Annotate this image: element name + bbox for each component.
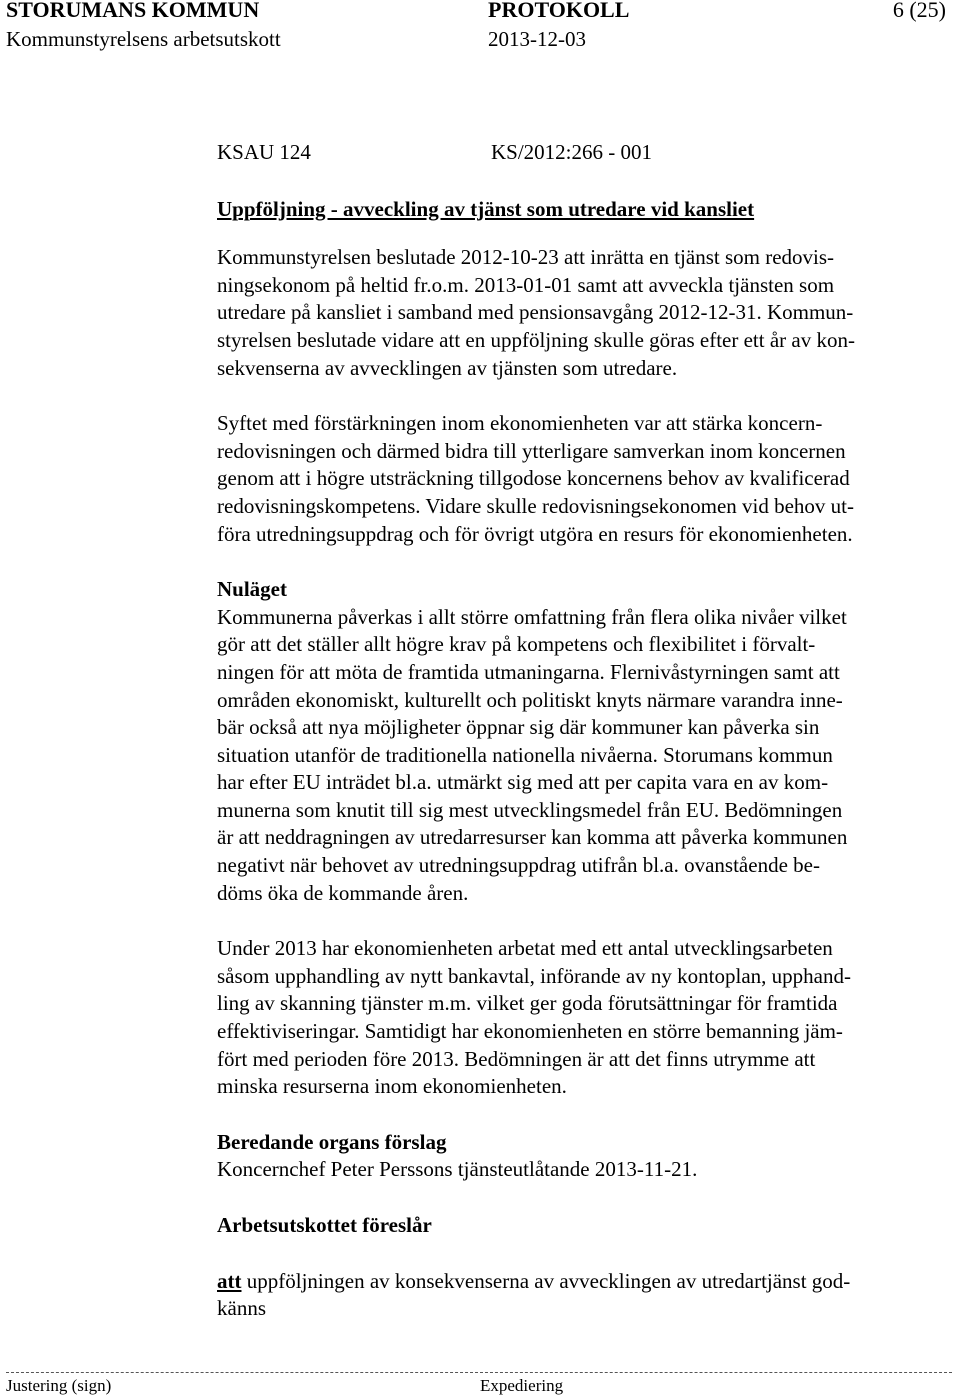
text-line: utredare på kansliet i samband med pensionsavgång 2012-12-31. Kommun-	[217, 300, 854, 325]
paragraph-4	[217, 935, 945, 1101]
text-line: genom att i högre utsträckning tillgodose koncernens behov av kvalificerad	[217, 466, 850, 491]
text-line: fört med perioden före 2013. Bedömningen är att det finns utrymme att	[217, 1046, 816, 1071]
text-line: redovisningskompetens. Vidare skulle redovisningsekonomen vid behov ut-	[217, 493, 855, 518]
section-title: Uppföljning - avveckling av tjänst som utredare vid kansliet	[217, 196, 755, 221]
paragraph-3	[217, 604, 945, 908]
footer-justering: Justering (sign)	[6, 1376, 112, 1395]
text-line: effektiviseringar. Samtidigt har ekonomienheten en större bemanning jäm-	[217, 1019, 843, 1044]
proposal	[217, 1268, 945, 1323]
text-line: uppföljningen av konsekvenserna av avvecklingen av utredartjänst god-	[241, 1268, 851, 1293]
page-header-top	[6, 0, 946, 25]
paragraph-2	[217, 410, 945, 548]
text-line: redovisningen och därmed bidra till ytterligare samverkan inom koncernen	[217, 438, 846, 463]
paragraph-1	[217, 244, 945, 382]
text-line: styrelsen beslutade vidare att en uppföljning skulle göras efter ett år av kon-	[217, 327, 855, 352]
text-line: Kommunerna påverkas i allt större omfattning från flera olika nivåer vilket	[217, 604, 847, 629]
text-line: situation utanför de traditionella nationella nivåerna. Storumans kommun	[217, 742, 833, 767]
text-line: ningen för att möta de framtida utmaningarna. Flernivåstyrningen samt att	[217, 659, 840, 684]
text-line: gör att det ställer allt högre krav på kompetens och flexibilitet i förvalt-	[217, 632, 816, 657]
text-line: Kommunstyrelsen beslutade 2012-10-23 att inrätta en tjänst som redovis-	[217, 245, 835, 270]
case-id: KSAU 124	[217, 140, 311, 164]
proposal-att: att	[217, 1268, 242, 1293]
text-line: munerna som knutit till sig mest utvecklingsmedel från EU. Bedömningen	[217, 797, 843, 822]
arbetsutskottet-heading: Arbetsutskottet föreslår	[217, 1213, 432, 1237]
text-line: områden ekonomiskt, kulturellt och politiskt knyts närmare varandra inne-	[217, 687, 843, 712]
text-line: ningsekonom på heltid fr.o.m. 2013-01-01 samt att avveckla tjänsten som	[217, 272, 835, 297]
org-name: STORUMANS KOMMUN	[6, 0, 260, 22]
text-line: såsom upphandling av nytt bankavtal, införande av ny kontoplan, upphand-	[217, 963, 851, 988]
committee-name: Kommunstyrelsens arbetsutskott	[6, 27, 281, 51]
text-line: ling av skanning tjänster m.m. vilket ger goda förutsättningar för framtida	[217, 991, 838, 1016]
case-reference	[217, 139, 945, 167]
text-line: sekvenserna av avvecklingen av tjänsten som utredare.	[217, 355, 678, 380]
text-line: döms öka de kommande åren.	[217, 880, 469, 905]
text-line: minska resurserna inom ekonomienheten.	[217, 1074, 567, 1099]
text-line: bär också att nya möjligheter öppnar sig där kommuner kan påverka sin	[217, 715, 820, 740]
meeting-date: 2013-12-03	[488, 27, 586, 51]
text-line: har efter EU inträdet bl.a. utmärkt sig med att per capita vara en av kom-	[217, 770, 829, 795]
nulaget-heading: Nuläget	[217, 577, 287, 602]
text-line: känns	[217, 1296, 266, 1321]
text-line: är att neddragningen av utredarresurser kan komma att påverka kommunen	[217, 825, 848, 850]
page-number: 6 (25)	[892, 0, 946, 22]
beredande-text: Koncernchef Peter Perssons tjänsteutlåtande 2013-11-21.	[217, 1157, 698, 1182]
text-line: Under 2013 har ekonomienheten arbetat med ett antal utvecklingsarbeten	[217, 936, 833, 961]
text-line: negativt när behovet av utredningsuppdrag utifrån bl.a. ovanstående be-	[217, 853, 820, 878]
case-ref: KS/2012:266 - 001	[491, 140, 653, 164]
text-line: föra utredningsuppdrag och för övrigt utgöra en resurs för ekonomienheten.	[217, 521, 853, 546]
page-header-sub	[6, 27, 946, 53]
footer-divider	[6, 1372, 952, 1373]
protocol-body	[217, 139, 945, 1323]
text-line: Syftet med förstärkningen inom ekonomienheten var att stärka koncern-	[217, 411, 823, 436]
footer-expediering: Expediering	[480, 1376, 564, 1395]
beredande-heading: Beredande organs förslag	[217, 1129, 447, 1154]
doc-type: PROTOKOLL	[488, 0, 630, 22]
